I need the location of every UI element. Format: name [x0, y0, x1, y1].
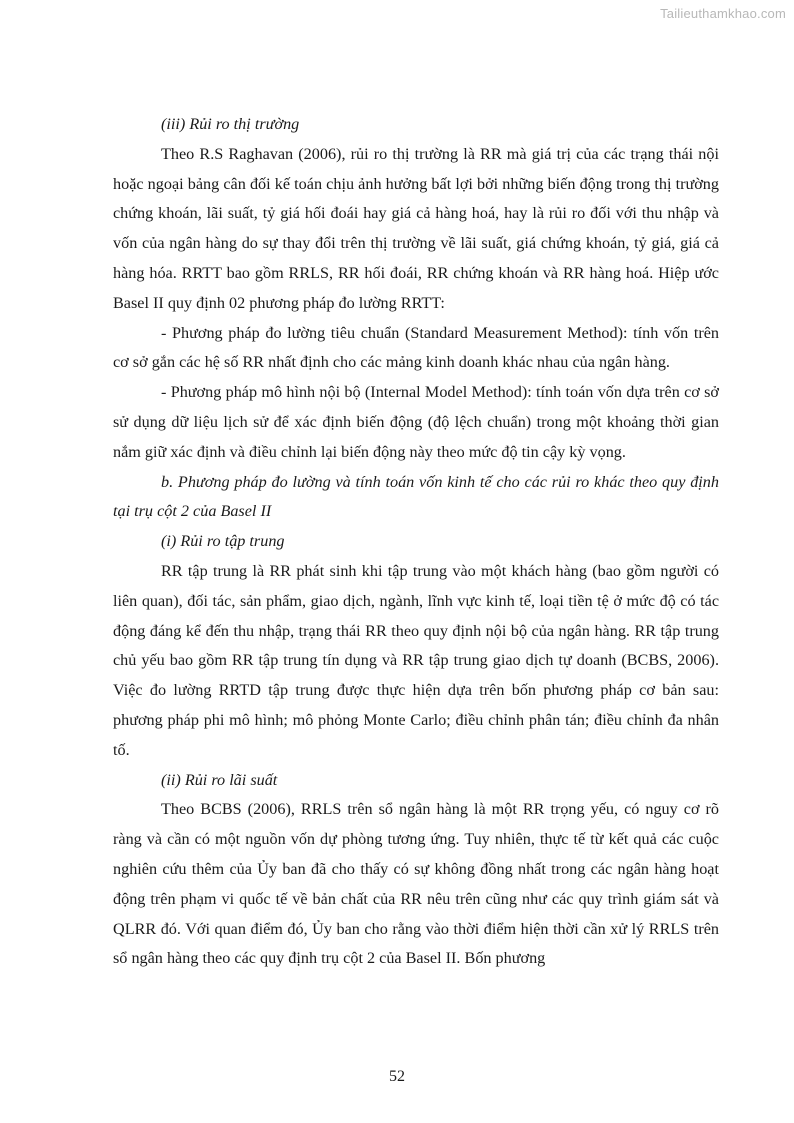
heading-interest-rate-risk: (ii) Rủi ro lãi suất — [161, 770, 278, 789]
page-body — [113, 110, 719, 974]
watermark: Tailieuthamkhao.com — [660, 6, 786, 21]
heading-market-risk: (iii) Rủi ro thị trường — [161, 115, 300, 133]
paragraph-concentration-risk: RR tập trung là RR phát sinh khi tập trung vào một khách hàng (bao gồm người có liên quan), đối tác, sản phẩm, giao dịch, ngành, lĩnh vực kinh tế, loại tiền tệ ở mức độ có tác động đáng kể đến thu nhập, trạng thái RR theo quy định nội bộ của ngân hàng. RR tập trung chủ yếu bao gồm RR tập trung tín dụng và RR tập trung giao dịch tự doanh (BCBS, 2006). Việc đo lường RRTD tập trung được thực hiện dựa trên bốn phương pháp cơ bản sau: phương pháp phi mô hình; mô phỏng Monte Carlo; điều chỉnh phân tán; điều chỉnh đa nhân tố. — [113, 561, 719, 759]
list-item-internal-model: - Phương pháp mô hình nội bộ (Internal Model Method): tính toán vốn dựa trên cơ sở sử dụng dữ liệu lịch sử để xác định biến động (độ lệch chuẩn) trong một khoảng thời gian nắm giữ xác định và điều chỉnh lại biến động này theo mức độ tin cậy kỳ vọng. — [113, 383, 719, 461]
list-item-standard-method: - Phương pháp đo lường tiêu chuẩn (Standard Measurement Method): tính vốn trên cơ sở gắn các hệ số RR nhất định cho các mảng kinh doanh khác nhau của ngân hàng. — [113, 323, 719, 372]
paragraph-interest-rate-risk: Theo BCBS (2006), RRLS trên sổ ngân hàng là một RR trọng yếu, có nguy cơ rõ ràng và cần có một nguồn vốn dự phòng tương ứng. Tuy nhiên, thực tế từ kết quả các cuộc nghiên cứu thêm của Ủy ban đã cho thấy có sự không đồng nhất trong các ngân hàng hoạt động trên phạm vi quốc tế về bản chất của RR nêu trên cũng như các quy trình giám sát và QLRR đó. Với quan điểm đó, Ủy ban cho rằng vào thời điểm hiện thời cần xử lý RRLS trên sổ ngân hàng theo các quy định trụ cột 2 của Basel II. Bốn phương — [113, 800, 719, 968]
heading-concentration-risk: (i) Rủi ro tập trung — [161, 532, 285, 551]
paragraph-market-risk-definition: Theo R.S Raghavan (2006), rủi ro thị trường là RR mà giá trị của các trạng thái nội hoặc ngoại bảng cân đối kế toán chịu ảnh hưởng bất lợi bởi những biến động trong thị trường chứng khoán, lãi suất, tỷ giá hối đoái hay giá cả hàng hoá, hay là rủi ro đối với thu nhập và vốn của ngân hàng do sự thay đổi trên thị trường về lãi suất, giá chứng khoán, tỷ giá, giá cả hàng hóa. RRTT bao gồm RRLS, RR hối đoái, RR chứng khoán và RR hàng hoá. Hiệp ước Basel II quy định 02 phương pháp đo lường RRTT: — [113, 144, 719, 312]
section-heading-b: b. Phương pháp đo lường và tính toán vốn kinh tế cho các rủi ro khác theo quy định tại trụ cột 2 của Basel II — [113, 472, 719, 521]
page-number: 52 — [389, 1068, 405, 1085]
